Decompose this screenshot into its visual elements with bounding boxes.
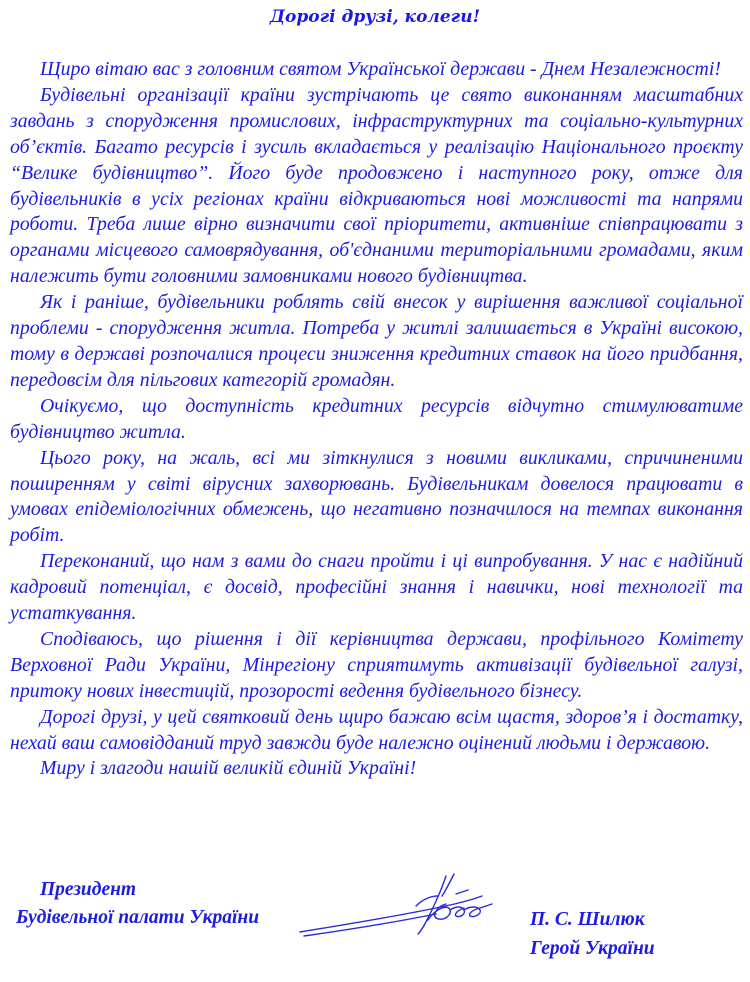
handwritten-signature-icon [296, 866, 506, 946]
paragraph-challenges: Цього року, на жаль, всі ми зіткнулися з новими викликами, спричиненими поширенням у світі вірусних захворювань. Будівельникам довелося працювати в умовах епідеміологічних обмежень, що негативно позначилося на темпах виконання робіт. [10, 446, 743, 547]
signatory-title: Герой України [530, 938, 655, 959]
paragraph-wishes: Дорогі друзі, у цей святковий день щиро бажаю всім щастя, здоров’я і достатку, нехай ваш самовідданий труд завжди буде належно оцінений людьми і державою. [10, 705, 743, 754]
paragraph-construction-organizations: Будівельні організації країни зустрічають це свято виконанням масштабних завдань з спорудження промислових, інфраструктурних та соціально-культурних об’єктів. Багато ресурсів і зусиль вкладається у реалізацію Національного проєкту “Велике будівництво”. Його буде продовжено і наступного року, отже для будівельників в усіх регіонах країни відкриваються нові можливості та напрями роботи. Треба лише вірно визначити свої пріоритети, активніше співпрацювати з органами місцевого самоврядування, об'єднаними територіальними громадами, яким належить бути головними замовниками нового будівництва. [10, 83, 743, 288]
signatory-organization: Будівельної палати України [16, 907, 260, 928]
signatory-role: Президент [40, 879, 137, 900]
letter-greeting: Дорогі друзі, колеги! [269, 7, 481, 27]
paragraph-closing: Миру і злагоди нашій великій єдиній Україні! [40, 757, 417, 780]
paragraph-housing: Як і раніше, будівельники роблять свій внесок у вирішення важливої соціальної проблеми - спорудження житла. Потреба у житлі залишається в Україні високою, тому в державі розпочалися процеси зниження кредитних ставок на його придбання, передовсім для пільгових категорій громадян. [10, 291, 743, 391]
paragraph-confidence: Переконаний, що нам з вами до снаги пройти і ці випробування. У нас є надійний кадровий потенціал, є досвід, професійні знання і навички, нові технології та устаткування. [10, 550, 743, 625]
signatory-position [16, 876, 259, 932]
paragraph-credit-resources: Очікуємо, що доступність кредитних ресурсів відчутно стимулюватиме будівництво житла. [10, 394, 743, 443]
letter-body [10, 57, 743, 782]
signatory-name: П. С. Шилюк [530, 909, 645, 930]
paragraph-hopes: Сподіваюсь, що рішення і дії керівництва держави, профільного Комітету Верховної Ради України, Мінрегіону сприятимуть активізації будівельної галузі, притоку нових інвестицій, прозорості ведення будівельного бізнесу. [10, 627, 743, 702]
signatory-name-block [530, 905, 655, 963]
paragraph-independence-day: Щиро вітаю вас з головним святом Української держави - Днем Незалежності! [40, 58, 721, 80]
